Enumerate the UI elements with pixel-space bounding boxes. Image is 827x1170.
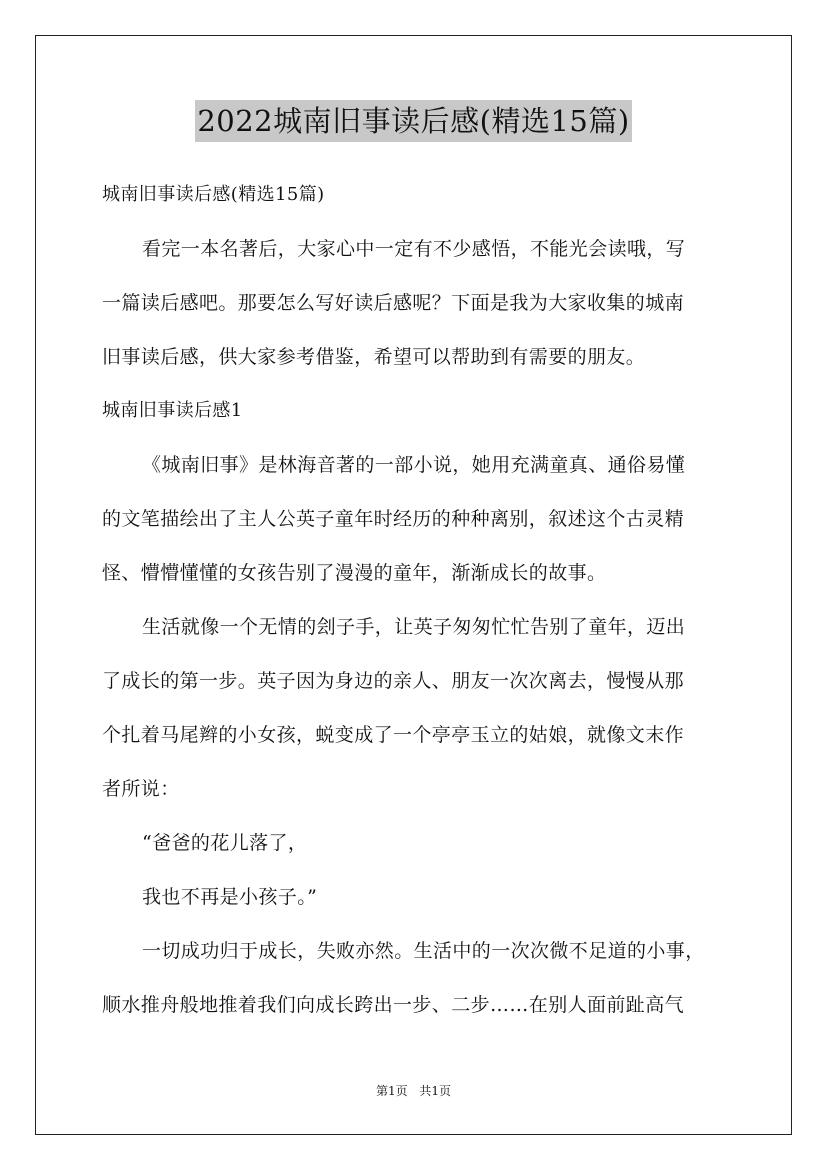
paragraph-line: 个扎着马尾辫的小女孩，蜕变成了一个亭亭玉立的姑娘，就像文末作 (102, 724, 685, 746)
section-heading: 城南旧事读后感1 (102, 400, 243, 421)
quote-line: 我也不再是小孩子。” (142, 886, 318, 908)
subtitle-line: 城南旧事读后感(精选15篇) (102, 184, 325, 205)
paragraph-line: 了成长的第一步。英子因为身边的亲人、朋友一次次离去，慢慢从那 (102, 670, 685, 692)
paragraph-line: 者所说： (102, 778, 180, 800)
paragraph-line: 生活就像一个无情的刽子手，让英子匆匆忙忙告别了童年，迈出 (142, 616, 686, 638)
paragraph-line: 怪、懵懵懂懂的女孩告别了漫漫的童年，渐渐成长的故事。 (102, 562, 607, 584)
page-count: 共1页 (419, 1084, 452, 1098)
paragraph-line: 看完一本名著后，大家心中一定有不少感悟，不能光会读哦，写 (142, 238, 686, 260)
document-body (102, 168, 742, 1032)
title-container (0, 100, 827, 142)
paragraph-line: 《城南旧事》是林海音著的一部小说，她用充满童真、通俗易懂 (142, 454, 686, 476)
page-footer (0, 1083, 827, 1099)
paragraph-line: 一切成功归于成长，失败亦然。生活中的一次次微不足道的小事， (142, 940, 705, 962)
page-number: 第1页 (375, 1084, 408, 1098)
paragraph-line: 一篇读后感吧。那要怎么写好读后感呢？下面是我为大家收集的城南 (102, 292, 685, 314)
paragraph-line: 旧事读后感，供大家参考借鉴，希望可以帮助到有需要的朋友。 (102, 346, 646, 368)
document-title: 2022城南旧事读后感(精选15篇) (195, 100, 631, 142)
paragraph-line: 的文笔描绘出了主人公英子童年时经历的种种离别，叙述这个古灵精 (102, 508, 685, 530)
paragraph-line: 顺水推舟般地推着我们向成长跨出一步、二步……在别人面前趾高气 (102, 994, 685, 1016)
quote-line: “爸爸的花儿落了， (142, 832, 308, 854)
